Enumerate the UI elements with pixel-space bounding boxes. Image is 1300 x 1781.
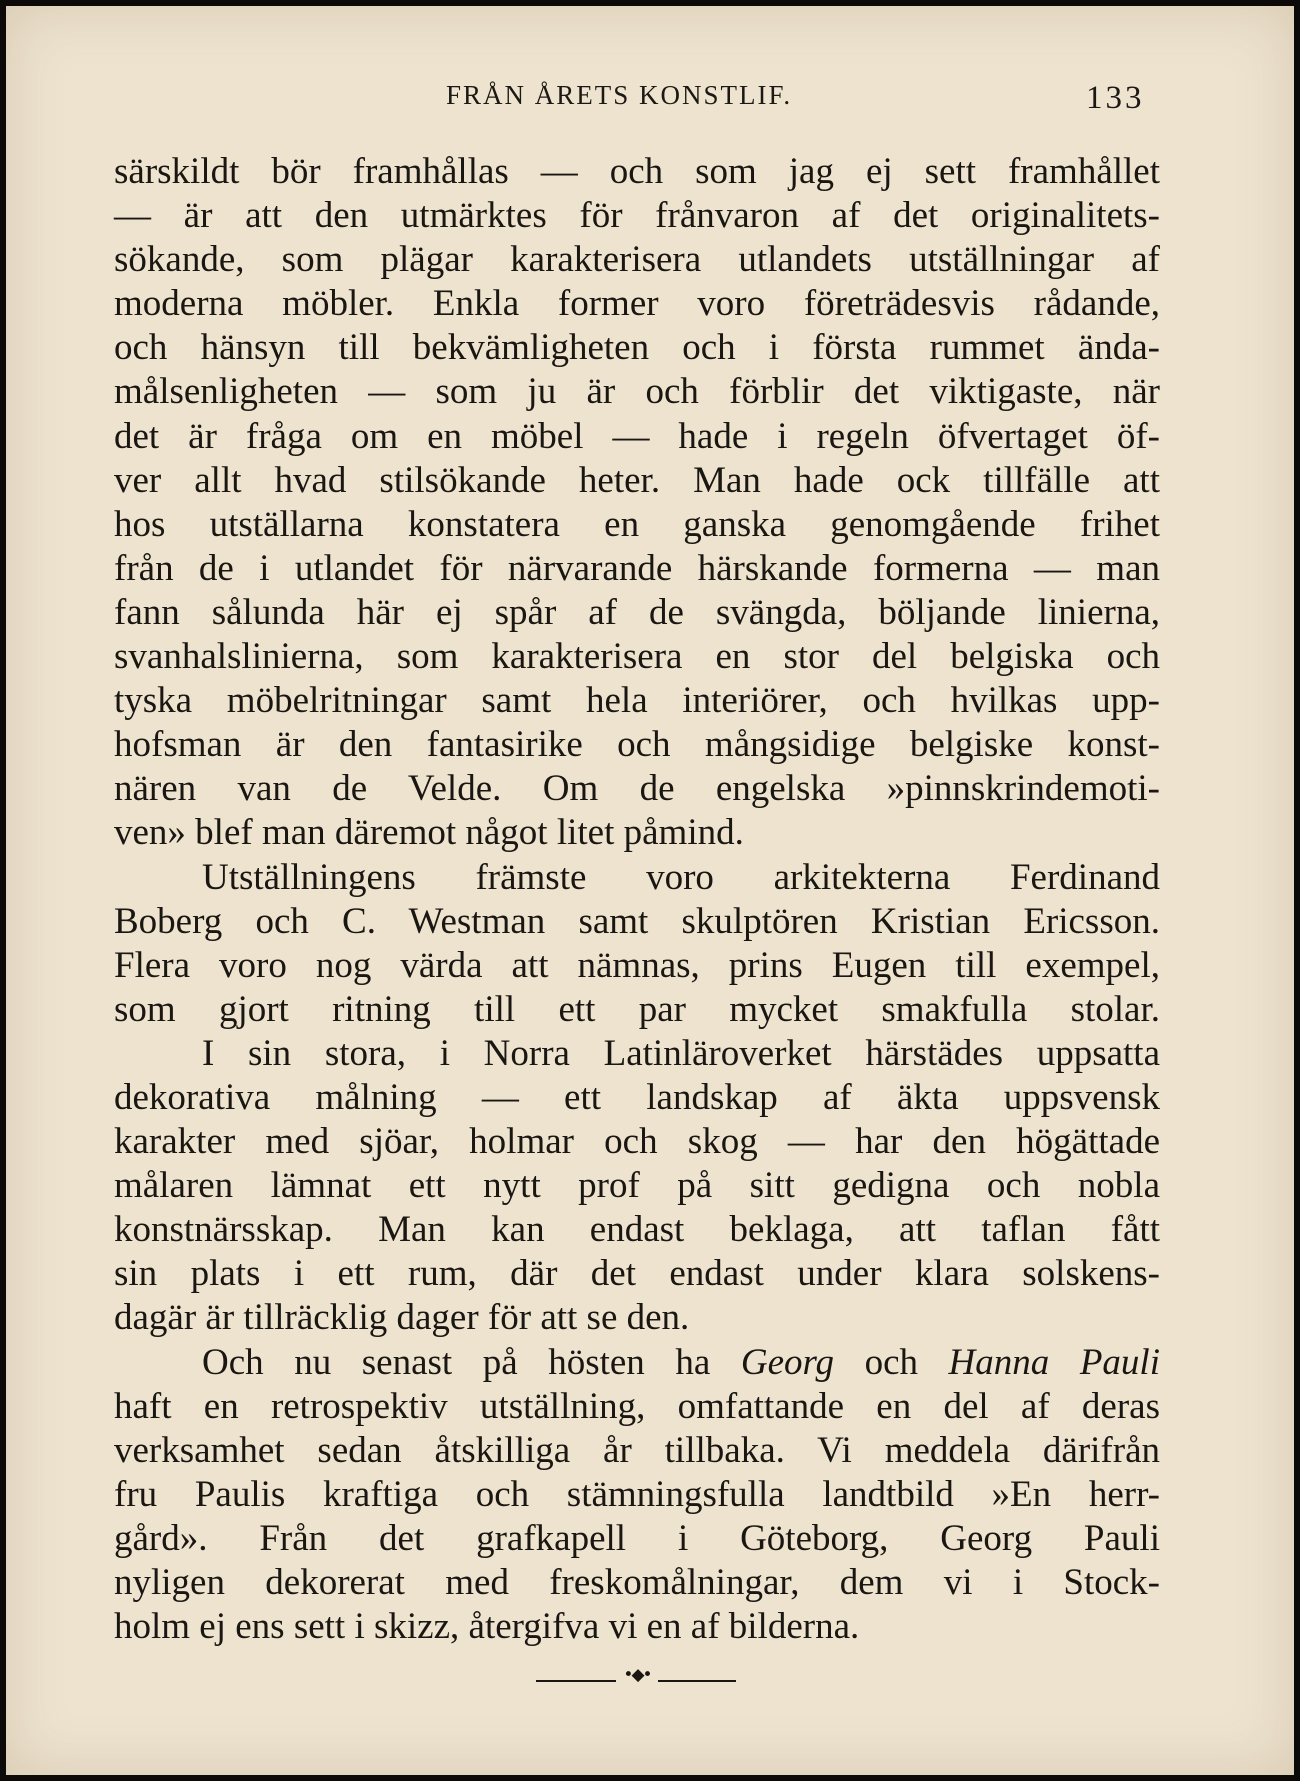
paragraph-2: [114, 856, 1160, 1032]
paragraph-3: [114, 1032, 1160, 1341]
text-line: och hänsyn till bekvämligheten och i första rummet ända-: [114, 327, 1160, 369]
text-span: och: [834, 1341, 949, 1383]
text-line: från de i utlandet för närvarande härskande formerna — man: [114, 547, 1160, 589]
ornament-glyph: •◆•: [623, 1665, 651, 1685]
text-line: dagär är tillräcklig dager för att se den.: [114, 1297, 690, 1339]
page-number: 133: [1086, 80, 1145, 116]
running-title: FRÅN ÅRETS KONSTLIF.: [446, 80, 793, 110]
text-line: Utställningens främste voro arkitekterna Ferdinand: [202, 856, 1160, 898]
text-line: Boberg och C. Westman samt skulptören Kristian Ericsson.: [114, 900, 1160, 942]
text-line: målaren lämnat ett nytt prof på sitt gedigna och nobla: [114, 1165, 1160, 1207]
text-line: gård». Från det grafkapell i Göteborg, Georg Pauli: [114, 1517, 1160, 1559]
text-line: fru Paulis kraftiga och stämningsfulla landtbild »En herr-: [114, 1473, 1160, 1515]
text-line: ven» blef man däremot något litet påmind.: [114, 812, 744, 854]
ornament-rule-right: [658, 1680, 736, 1682]
text-line: karakter med sjöar, holmar och skog — har den högättade: [114, 1121, 1160, 1163]
text-line: holm ej ens sett i skizz, återgifva vi en af bilderna.: [114, 1606, 860, 1648]
text-line: dekorativa målning — ett landskap af äkta uppsvensk: [114, 1076, 1160, 1118]
running-head: [6, 80, 1294, 120]
section-end-ornament: [536, 1665, 736, 1688]
text-line: fann sålunda här ej spår af de svängda, böljande linierna,: [114, 591, 1160, 633]
paragraph-4: [114, 1341, 1160, 1650]
text-line: som gjort ritning till ett par mycket smakfulla stolar.: [114, 988, 1160, 1030]
text-line: verksamhet sedan åtskilliga år tillbaka. Vi meddela därifrån: [114, 1429, 1160, 1471]
text-span: Och nu senast på hösten ha: [202, 1341, 741, 1383]
text-line: nyligen dekorerat med freskomålningar, dem vi i Stock-: [114, 1562, 1160, 1603]
artist-name-georg: Georg: [740, 1341, 835, 1383]
text-line: målsenligheten — som ju är och förblir det viktigaste, när: [114, 371, 1160, 413]
text-line: sin plats i ett rum, där det endast under klara solskens-: [114, 1253, 1160, 1295]
text-line: särskildt bör framhållas — och som jag ej sett framhållet: [114, 151, 1160, 192]
text-line: — är att den utmärktes för frånvaron af det originalitets-: [114, 195, 1160, 237]
text-line: svanhalslinierna, som karakterisera en stor del belgiska och: [114, 636, 1160, 678]
book-page: [6, 6, 1294, 1775]
text-line: I sin stora, i Norra Latinläroverket härstädes uppsatta: [202, 1032, 1160, 1074]
text-line: ver allt hvad stilsökande heter. Man hade ock tillfälle att: [114, 459, 1160, 501]
text-line: tyska möbelritningar samt hela interiörer, och hvilkas upp-: [114, 680, 1160, 722]
text-line: haft en retrospektiv utställning, omfattande en del af deras: [114, 1385, 1160, 1427]
text-line: hofsman är den fantasirike och mångsidige belgiske konst-: [114, 724, 1160, 766]
text-line: hos utställarna konstatera en ganska genomgående frihet: [114, 503, 1160, 545]
text-line: [114, 1341, 1160, 1385]
text-line: Flera voro nog värda att nämnas, prins Eugen till exempel,: [114, 944, 1160, 986]
text-line: konstnärsskap. Man kan endast beklaga, att taflan fått: [114, 1209, 1160, 1251]
text-line: sökande, som plägar karakterisera utlandets utställningar af: [114, 239, 1160, 281]
text-line: det är fråga om en möbel — hade i regeln öfvertaget öf-: [114, 415, 1160, 457]
body-text: [114, 150, 1160, 1649]
paragraph-1: [114, 150, 1160, 856]
text-line: moderna möbler. Enkla former voro företrädesvis rådande,: [114, 283, 1160, 325]
artist-name-hanna-pauli: Hanna Pauli: [948, 1341, 1160, 1383]
text-line: nären van de Velde. Om de engelska »pinnskrindemoti-: [114, 768, 1160, 810]
ornament-rule-left: [536, 1680, 616, 1682]
